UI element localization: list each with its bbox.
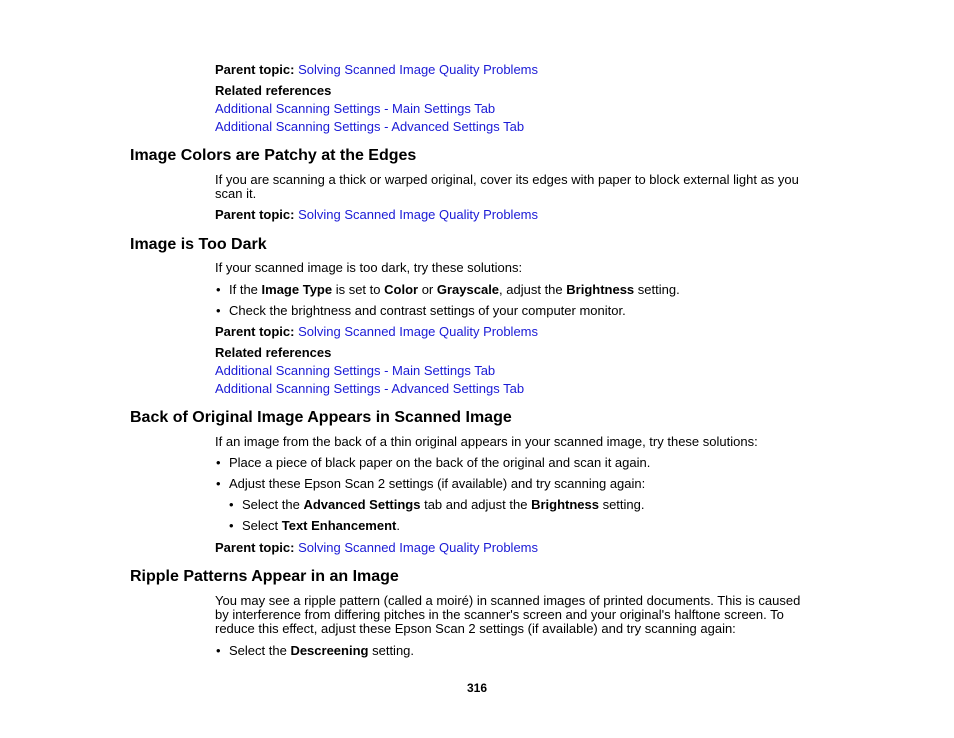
text: Select the bbox=[242, 497, 304, 512]
text: Select the bbox=[229, 643, 291, 658]
text: Adjust these Epson Scan 2 settings (if available) and try scanning again: bbox=[229, 476, 646, 491]
bold-term: Descreening bbox=[290, 643, 369, 658]
bold-term: Color bbox=[384, 282, 419, 297]
text: Select bbox=[242, 518, 282, 533]
section-heading-back-of-original: Back of Original Image Appears in Scanned Image bbox=[130, 409, 512, 426]
text: . bbox=[396, 518, 400, 533]
link-solving-quality-problems[interactable]: Solving Scanned Image Quality Problems bbox=[298, 324, 538, 339]
link-main-settings-tab[interactable]: Additional Scanning Settings - Main Settings Tab bbox=[215, 101, 496, 116]
parent-topic-label: Parent topic: bbox=[215, 62, 295, 77]
list-item bbox=[216, 455, 651, 470]
parent-topic-line bbox=[215, 540, 538, 555]
parent-topic-line bbox=[215, 324, 538, 339]
section-heading-ripple-patterns: Ripple Patterns Appear in an Image bbox=[130, 568, 399, 585]
bold-term: Brightness bbox=[566, 282, 635, 297]
list-item bbox=[216, 643, 415, 658]
list-item bbox=[216, 282, 680, 297]
text: is set to bbox=[332, 282, 385, 297]
bold-term: Text Enhancement bbox=[281, 518, 397, 533]
text: setting. bbox=[598, 497, 645, 512]
sub-list-item bbox=[229, 518, 400, 533]
link-advanced-settings-tab[interactable]: Additional Scanning Settings - Advanced Settings Tab bbox=[215, 381, 525, 396]
related-references-heading: Related references bbox=[215, 83, 332, 98]
text: setting. bbox=[634, 282, 680, 297]
parent-topic-line bbox=[215, 207, 538, 222]
list-item bbox=[216, 303, 626, 318]
related-references-heading: Related references bbox=[215, 345, 332, 360]
section-heading-too-dark: Image is Too Dark bbox=[130, 236, 267, 253]
text: Check the brightness and contrast settings of your computer monitor. bbox=[229, 303, 626, 318]
bullet-icon: • bbox=[229, 497, 234, 512]
bold-term: Advanced Settings bbox=[303, 497, 421, 512]
parent-topic-label: Parent topic: bbox=[215, 540, 295, 555]
link-solving-quality-problems[interactable]: Solving Scanned Image Quality Problems bbox=[298, 540, 538, 555]
parent-topic-line bbox=[215, 62, 538, 77]
patchy-body: If you are scanning a thick or warped original, cover its edges with paper to block external light as you scan it. bbox=[215, 172, 799, 201]
text: or bbox=[418, 282, 437, 297]
bullet-icon: • bbox=[216, 282, 221, 297]
bullet-icon: • bbox=[216, 303, 221, 318]
link-main-settings-tab[interactable]: Additional Scanning Settings - Main Settings Tab bbox=[215, 363, 496, 378]
text: Place a piece of black paper on the back of the original and scan it again. bbox=[229, 455, 651, 470]
list-item bbox=[216, 476, 646, 491]
parent-topic-label: Parent topic: bbox=[215, 324, 295, 339]
section-heading-patchy: Image Colors are Patchy at the Edges bbox=[130, 147, 417, 164]
bold-term: Brightness bbox=[531, 497, 599, 512]
too-dark-intro: If your scanned image is too dark, try these solutions: bbox=[215, 260, 523, 275]
bold-term: Grayscale bbox=[436, 282, 500, 297]
link-solving-quality-problems[interactable]: Solving Scanned Image Quality Problems bbox=[298, 207, 538, 222]
bullet-icon: • bbox=[229, 518, 234, 533]
text: tab and adjust the bbox=[420, 497, 532, 512]
link-advanced-settings-tab[interactable]: Additional Scanning Settings - Advanced Settings Tab bbox=[215, 119, 525, 134]
bullet-icon: • bbox=[216, 455, 221, 470]
sub-list-item bbox=[229, 497, 645, 512]
text: , adjust the bbox=[499, 282, 567, 297]
bullet-icon: • bbox=[216, 476, 221, 491]
link-solving-quality-problems[interactable]: Solving Scanned Image Quality Problems bbox=[298, 62, 538, 77]
ripple-body: You may see a ripple pattern (called a moiré) in scanned images of printed documents. This is caused by interference from differing pitches in the scanner's screen and your original's halftone screen. To reduce this effect, adjust these Epson Scan 2 settings (if available) and try scanning again: bbox=[215, 593, 801, 636]
bold-term: Image Type bbox=[261, 282, 333, 297]
back-intro: If an image from the back of a thin original appears in your scanned image, try these solutions: bbox=[215, 434, 758, 449]
bullet-icon: • bbox=[216, 643, 221, 658]
text: setting. bbox=[368, 643, 415, 658]
parent-topic-label: Parent topic: bbox=[215, 207, 295, 222]
page-number: 316 bbox=[466, 681, 488, 695]
text: If the bbox=[229, 282, 262, 297]
